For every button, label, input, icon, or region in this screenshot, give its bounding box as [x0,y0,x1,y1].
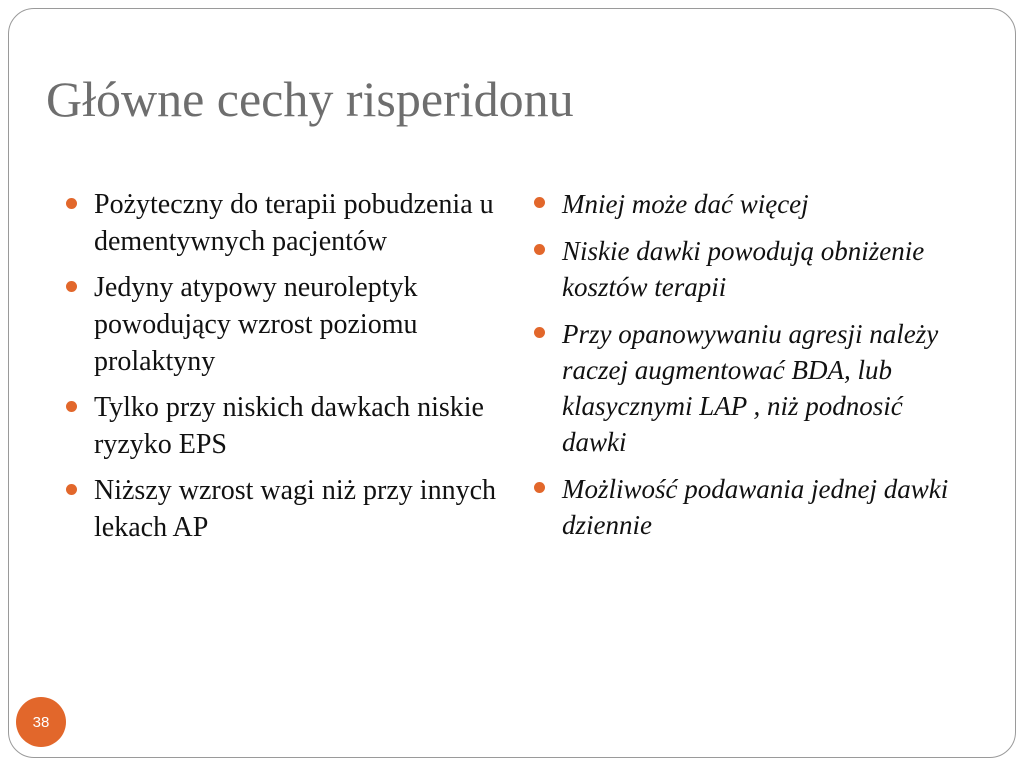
page-number-badge: 38 [16,697,66,747]
bullet-dot-icon [534,482,545,493]
bullet-text: Tylko przy niskich dawkach niskie ryzyko EPS [94,392,484,460]
bullet-dot-icon [534,244,545,255]
bullet-text: Jedyny atypowy neuroleptyk powodujący wzrost poziomu prolaktyny [94,272,418,377]
list-item [64,389,504,463]
list-item [64,269,504,380]
list-item [532,316,972,460]
bullet-text: Niskie dawki powodują obniżenie kosztów terapii [562,236,925,302]
bullet-dot-icon [66,198,77,209]
bullet-text: Przy opanowywaniu agresji należy raczej augmentować BDA, lub klasycznymi LAP , niż podnosić dawki [562,319,939,457]
list-item [532,471,972,543]
bullet-text: Możliwość podawania jednej dawki dziennie [562,474,949,540]
bullet-text: Niższy wzrost wagi niż przy innych lekach AP [94,475,496,543]
slide-title: Główne cechy risperidonu [46,71,574,127]
bullet-text: Mniej może dać więcej [562,189,809,219]
bullet-text: Pożyteczny do terapii pobudzenia u dementywnych pacjentów [94,189,494,257]
list-item [64,186,504,260]
right-bullet-list [532,186,972,554]
list-item [64,472,504,546]
list-item [532,233,972,305]
bullet-dot-icon [66,281,77,292]
bullet-dot-icon [66,484,77,495]
bullet-dot-icon [534,197,545,208]
left-bullet-list [64,186,504,555]
list-item [532,186,972,222]
bullet-dot-icon [66,401,77,412]
bullet-dot-icon [534,327,545,338]
